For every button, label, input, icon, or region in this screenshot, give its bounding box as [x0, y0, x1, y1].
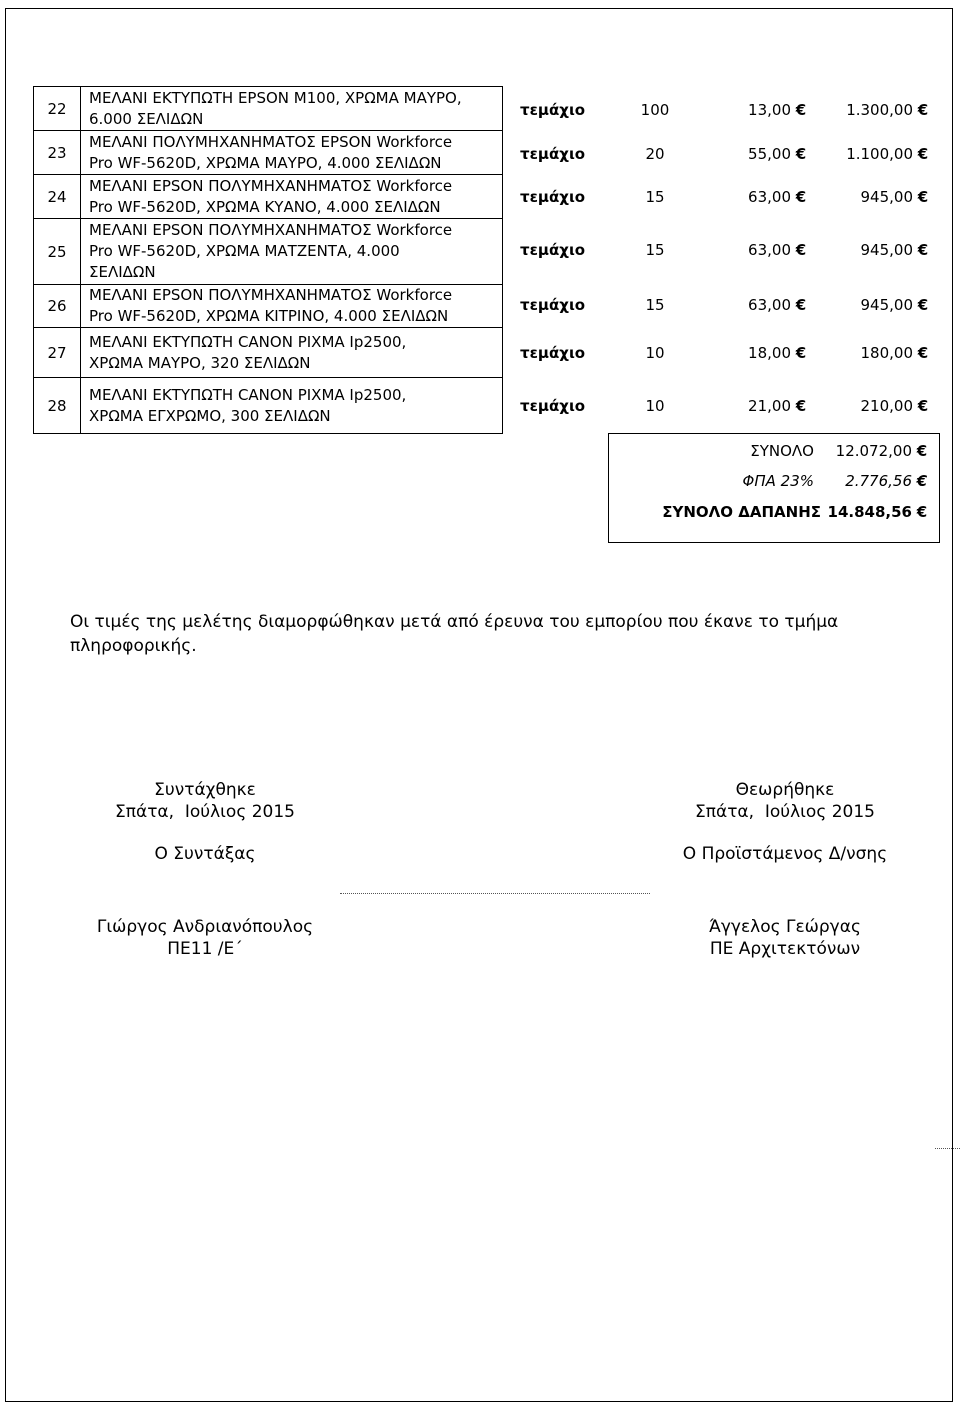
row-unit-price	[690, 145, 808, 163]
euro-icon: €	[917, 101, 929, 119]
row-number: 23	[33, 130, 81, 175]
row-unit-price	[690, 397, 808, 415]
description-line: Pro WF-5620D, ΧΡΩΜΑ ΚΙΤΡΙΝΟ, 4.000 ΣΕΛΙΔΩΝ	[89, 307, 449, 325]
row-number: 22	[33, 86, 81, 131]
dotted-divider-right	[935, 1148, 960, 1149]
left-heading: Συντάχθηκε	[154, 780, 256, 800]
description-line: ΧΡΩΜΑ ΜΑΥΡΟ, 320 ΣΕΛΙΔΩΝ	[89, 353, 311, 372]
euro-icon: €	[795, 145, 807, 163]
right-place-date: Σπάτα, Ιούλιος 2015	[695, 802, 875, 822]
right-name: Άγγελος Γεώργας	[709, 917, 861, 937]
row-unit-price	[690, 241, 808, 259]
row-quantity: 10	[645, 344, 665, 362]
row-total	[815, 145, 930, 163]
dotted-divider	[340, 893, 650, 894]
row-unit: τεμάχιο	[520, 241, 586, 259]
right-heading: Θεωρήθηκε	[735, 780, 835, 800]
price-value: 13,00	[748, 101, 791, 119]
row-unit-price	[690, 101, 808, 119]
price-value: 63,00	[748, 188, 791, 206]
euro-icon: €	[795, 188, 807, 206]
row-description	[80, 327, 503, 378]
description-line: Pro WF-5620D, ΧΡΩΜΑ ΜΑΤΖΕΝΤΑ, 4.000	[89, 242, 400, 260]
euro-icon: €	[917, 344, 929, 362]
row-description	[80, 284, 503, 328]
price-value: 63,00	[748, 241, 791, 259]
price-value: 18,00	[748, 344, 791, 362]
left-name: Γιώργος Ανδριανόπουλος	[96, 917, 314, 937]
grand-total-value: 14.848,56 €	[827, 503, 928, 521]
row-unit-price	[690, 344, 808, 362]
row-description	[80, 377, 503, 434]
row-unit: τεμάχιο	[520, 145, 586, 163]
left-role: Ο Συντάξας	[154, 844, 256, 864]
right-signature-block	[655, 779, 915, 960]
row-number: 27	[33, 327, 81, 378]
total-value: 1.300,00	[846, 101, 913, 119]
price-value: 55,00	[748, 145, 791, 163]
subtotal-line	[609, 442, 939, 468]
description-line: ΜΕΛΑΝΙ ΕΚΤΥΠΩΤΗ CANON PIXMA Ip2500,	[89, 385, 407, 404]
row-description	[80, 86, 503, 131]
vat-value: 2.776,56 €	[845, 472, 928, 490]
vat-line	[609, 472, 939, 498]
row-number: 28	[33, 377, 81, 434]
row-unit: τεμάχιο	[520, 296, 586, 314]
euro-icon: €	[917, 188, 929, 206]
euro-icon: €	[795, 296, 807, 314]
description-line: Pro WF-5620D, ΧΡΩΜΑ ΜΑΥΡΟ, 4.000 ΣΕΛΙΔΩΝ	[89, 153, 442, 172]
row-total	[815, 241, 930, 259]
total-value: 1.100,00	[846, 145, 913, 163]
total-value: 945,00	[860, 296, 913, 314]
left-title: ΠΕ11 /Ε΄	[167, 939, 243, 959]
euro-icon: €	[795, 101, 807, 119]
subtotal-value: 12.072,00 €	[835, 442, 928, 460]
row-quantity: 15	[645, 296, 665, 314]
row-quantity: 20	[645, 145, 665, 163]
total-value: 945,00	[860, 188, 913, 206]
description-line: ΣΕΛΙΔΩΝ	[89, 263, 156, 281]
price-value: 63,00	[748, 296, 791, 314]
grand-total-line	[609, 503, 939, 529]
description-line: Pro WF-5620D, ΧΡΩΜΑ ΚΥΑΝΟ, 4.000 ΣΕΛΙΔΩΝ	[89, 197, 441, 216]
row-number: 26	[33, 284, 81, 328]
summary-box	[608, 433, 940, 543]
left-place-date: Σπάτα, Ιούλιος 2015	[115, 802, 295, 822]
row-unit: τεμάχιο	[520, 188, 586, 206]
row-total	[815, 101, 930, 119]
total-value: 210,00	[860, 397, 913, 415]
row-total	[815, 397, 930, 415]
row-quantity: 15	[645, 241, 665, 259]
euro-icon: €	[917, 241, 929, 259]
right-title: ΠΕ Αρχιτεκτόνων	[709, 939, 861, 959]
description-line: ΜΕΛΑΝΙ EPSON ΠΟΛΥΜΗΧΑΝΗΜΑΤΟΣ Workforce	[89, 286, 453, 304]
price-value: 21,00	[748, 397, 791, 415]
euro-icon: €	[917, 296, 929, 314]
euro-icon: €	[917, 397, 929, 415]
total-value: 180,00	[860, 344, 913, 362]
row-unit-price	[690, 296, 808, 314]
row-quantity: 15	[645, 188, 665, 206]
description-line: ΜΕΛΑΝΙ ΠΟΛΥΜΗΧΑΝΗΜΑΤΟΣ EPSON Workforce	[89, 132, 453, 151]
description-line: ΜΕΛΑΝΙ EPSON ΠΟΛΥΜΗΧΑΝΗΜΑΤΟΣ Workforce	[89, 221, 453, 239]
price-note: Οι τιμές της μελέτης διαμορφώθηκαν μετά από έρευνα του εμπορίου που έκανε το τμήμα πληροφορικής.	[70, 612, 839, 656]
row-unit: τεμάχιο	[520, 344, 586, 362]
row-description	[80, 218, 503, 285]
right-role: Ο Προϊστάμενος Δ/νσης	[682, 844, 888, 864]
subtotal-label: ΣΥΝΟΛΟ	[750, 442, 814, 460]
row-unit: τεμάχιο	[520, 397, 586, 415]
euro-icon: €	[916, 442, 928, 460]
description-line: ΧΡΩΜΑ ΕΓΧΡΩΜΟ, 300 ΣΕΛΙΔΩΝ	[89, 406, 331, 425]
row-total	[815, 296, 930, 314]
row-unit: τεμάχιο	[520, 101, 586, 119]
row-quantity: 10	[645, 397, 665, 415]
row-quantity: 100	[640, 101, 670, 119]
row-number: 25	[33, 218, 81, 285]
euro-icon: €	[917, 145, 929, 163]
vat-label: ΦΠΑ 23%	[742, 472, 814, 490]
description-line: ΜΕΛΑΝΙ ΕΚΤΥΠΩΤΗ CANON PIXMA Ip2500,	[89, 332, 407, 351]
euro-icon: €	[916, 472, 928, 490]
row-total	[815, 188, 930, 206]
row-description	[80, 130, 503, 175]
euro-icon: €	[795, 241, 807, 259]
row-description	[80, 174, 503, 219]
description-line: ΜΕΛΑΝΙ EPSON ΠΟΛΥΜΗΧΑΝΗΜΑΤΟΣ Workforce	[89, 176, 453, 195]
row-unit-price	[690, 188, 808, 206]
grand-total-label: ΣΥΝΟΛΟ ΔΑΠΑΝΗΣ	[662, 503, 821, 521]
total-value: 945,00	[860, 241, 913, 259]
description-line: 6.000 ΣΕΛΙΔΩΝ	[89, 109, 204, 128]
euro-icon: €	[795, 397, 807, 415]
row-number: 24	[33, 174, 81, 219]
description-line: ΜΕΛΑΝΙ ΕΚΤΥΠΩΤΗ EPSON M100, ΧΡΩΜΑ ΜΑΥΡΟ,	[89, 88, 462, 107]
row-total	[815, 344, 930, 362]
left-signature-block	[70, 779, 340, 960]
euro-icon: €	[795, 344, 807, 362]
euro-icon: €	[916, 503, 928, 521]
